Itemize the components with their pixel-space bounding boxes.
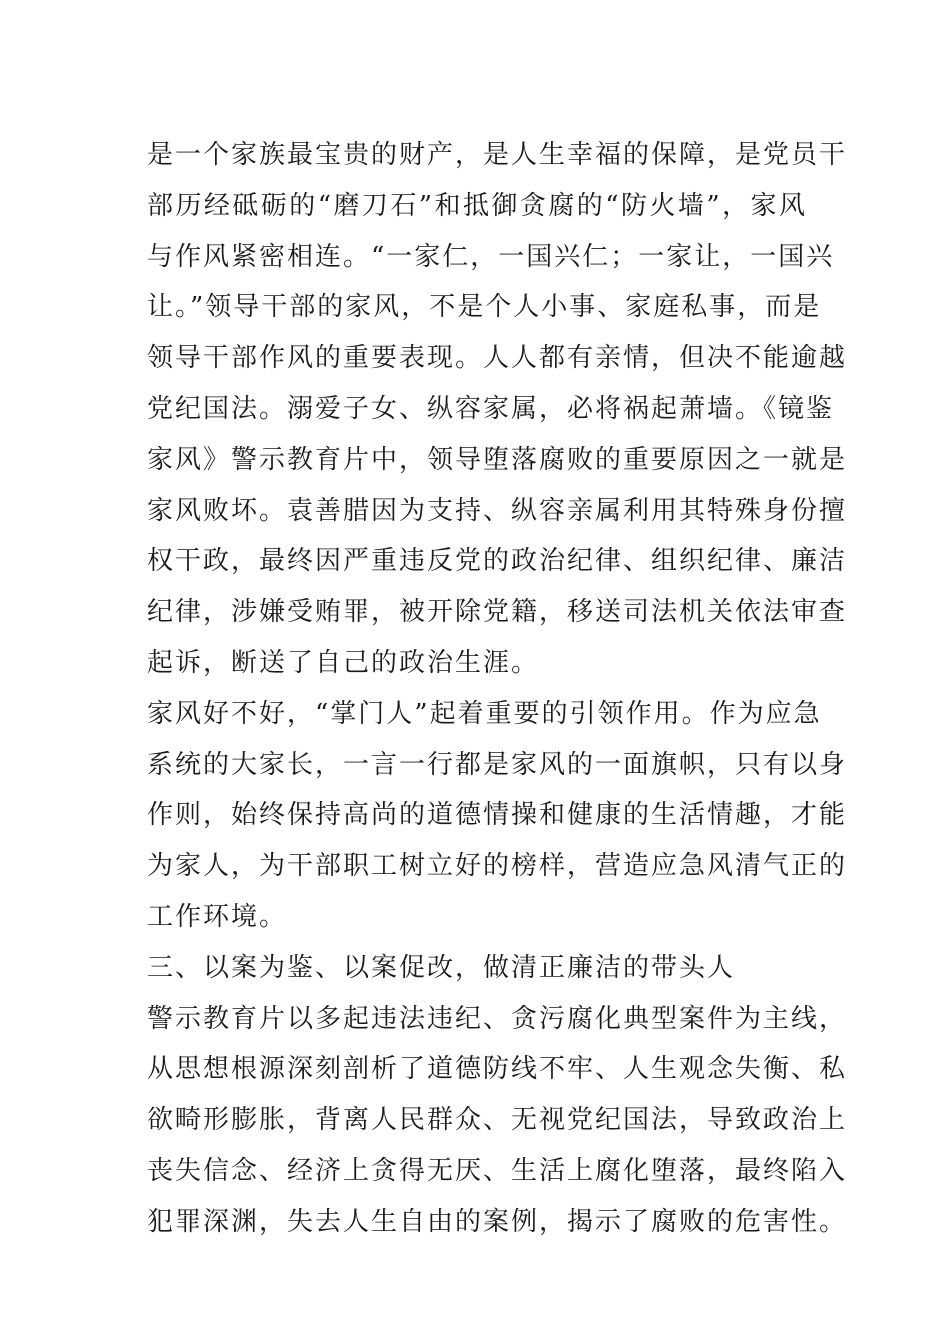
text-line: 家风》警示教育片中，领导堕落腐败的重要原因之一就是: [147, 444, 848, 475]
text-line: 是一个家族最宝贵的财产，是人生幸福的保障，是党员干: [147, 140, 848, 170]
text-line: 家风好不好，“掌门人”起着重要的引领作用。作为应急: [147, 698, 822, 729]
text-line: 纪律，涉嫌受贿罪，被开除党籍，移送司法机关依法审查: [147, 597, 848, 628]
text-line: 党纪国法。溺爱子女、纵容家属，必将祸起萧墙。《镜鉴: [147, 393, 835, 424]
text-line: 与作风紧密相连。“一家仁，一国兴仁；一家让，一国兴: [147, 241, 835, 272]
text-line: 部历经砥砺的“磨刀石”和抵御贪腐的“防火墙”，家风: [147, 190, 807, 221]
text-line: 作则，始终保持高尚的道德情操和健康的生活情趣，才能: [147, 800, 848, 831]
text-line: 丧失信念、经济上贪得无厌、生活上腐化堕落，最终陷入: [147, 1155, 848, 1186]
text-line: 权干政，最终因严重违反党的政治纪律、组织纪律、廉洁: [147, 546, 848, 577]
text-line: 领导干部作风的重要表现。人人都有亲情，但决不能逾越: [147, 343, 848, 374]
text-line: 系统的大家长，一言一行都是家风的一面旗帜，只有以身: [147, 749, 848, 780]
text-line: 警示教育片以多起违法违纪、贪污腐化典型案件为主线，: [147, 1003, 848, 1034]
text-line: 从思想根源深刻剖析了道德防线不牢、人生观念失衡、私: [147, 1054, 848, 1085]
text-line: 欲畸形膨胀，背离人民群众、无视党纪国法，导致政治上: [147, 1105, 848, 1136]
body-text: [147, 130, 848, 1248]
text-line: 犯罪深渊，失去人生自由的案例，揭示了腐败的危害性。: [147, 1206, 848, 1237]
text-line: 起诉，断送了自己的政治生涯。: [147, 647, 540, 678]
text-line: 为家人，为干部职工树立好的榜样，营造应急风清气正的: [147, 851, 848, 882]
text-line: 让。”领导干部的家风，不是个人小事、家庭私事，而是: [147, 292, 822, 323]
section-heading: 三、以案为鉴、以案促改，做清正廉洁的带头人: [147, 952, 736, 983]
text-line: 工作环境。: [147, 901, 288, 932]
text-line: 家风败坏。袁善腊因为支持、纵容亲属利用其特殊身份擅: [147, 495, 848, 526]
